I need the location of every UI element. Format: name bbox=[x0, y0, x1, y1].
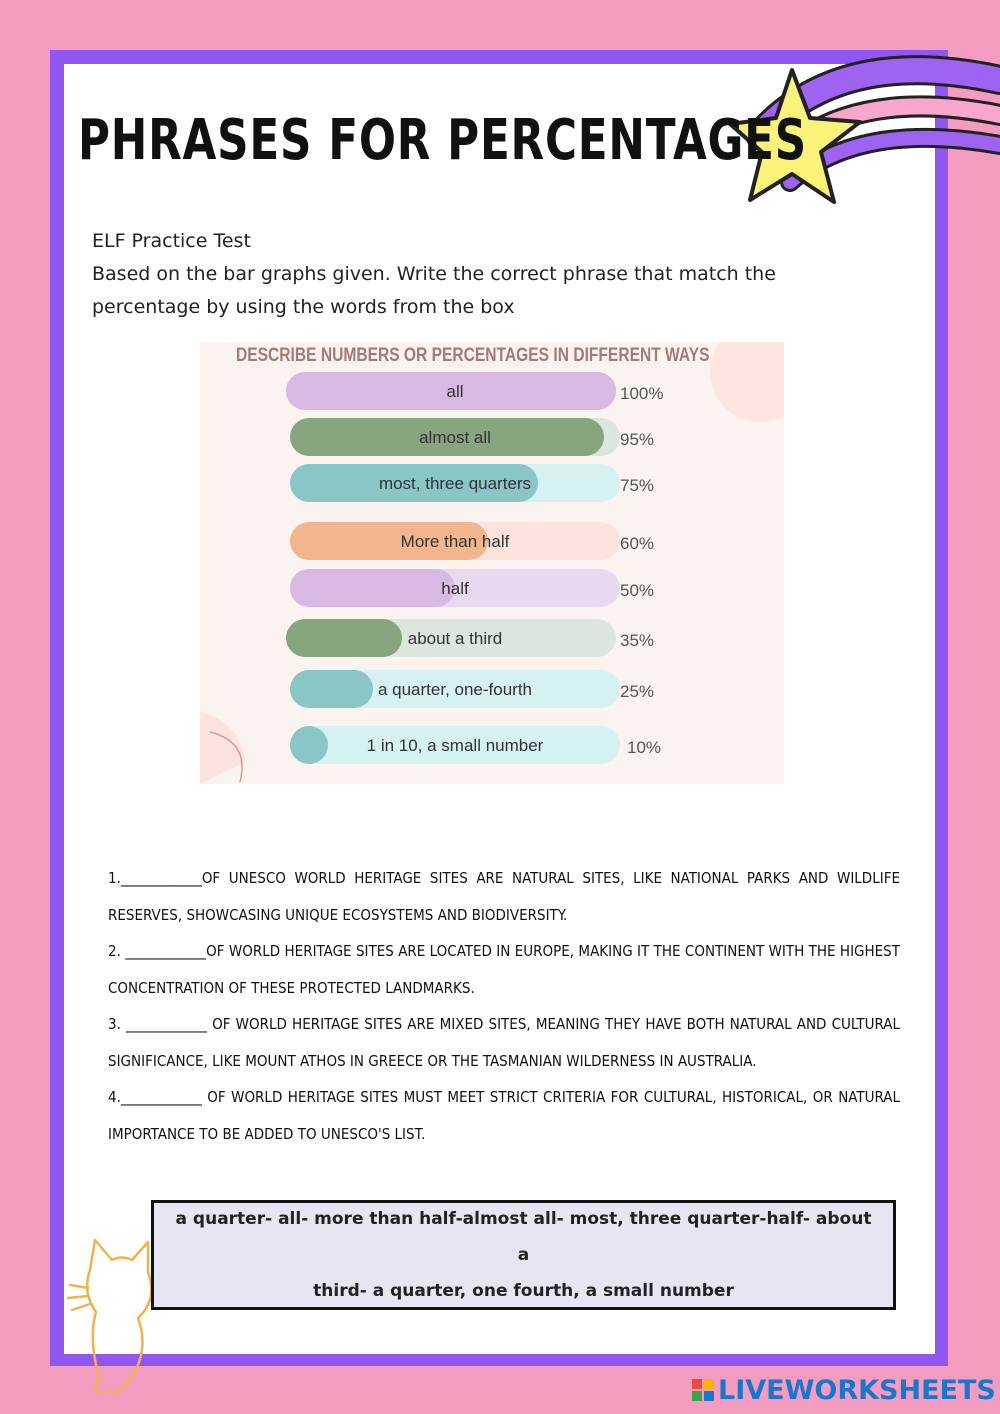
bar-row-3 bbox=[200, 522, 784, 562]
bar-label-1: almost all bbox=[419, 428, 491, 447]
instructions bbox=[92, 225, 912, 324]
page-title: PHRASES FOR PERCENTAGES bbox=[78, 108, 808, 173]
question-4[interactable]: 4.____________ OF WORLD HERITAGE SITES MUST MEET STRICT CRITERIA FOR CULTURAL, HISTORICAL, OR NATURAL IMPORTANCE TO BE ADDED TO UNESCO'S LIST. bbox=[108, 1088, 900, 1143]
bar-fill-6 bbox=[290, 670, 373, 708]
logo-blocks-icon bbox=[692, 1379, 714, 1401]
bar-label-6: a quarter, one-fourth bbox=[377, 680, 533, 699]
bar-row-6 bbox=[200, 670, 784, 710]
bar-label-5: about a third bbox=[407, 629, 503, 648]
bar-row-1 bbox=[200, 418, 784, 458]
bar-value-3: 60% bbox=[620, 534, 655, 553]
word-bank-line-1: a quarter- all- more than half-almost all- most, three quarter-half- about a bbox=[175, 1209, 872, 1265]
question-2[interactable]: 2. ____________OF WORLD HERITAGE SITES ARE LOCATED IN EUROPE, MAKING IT THE CONTINENT WITH THE HIGHEST CONCENTRATION OF THESE PROTECTED LANDMARKS. bbox=[108, 942, 900, 997]
question-1[interactable]: 1.____________OF UNESCO WORLD HERITAGE SITES ARE NATURAL SITES, LIKE NATIONAL PARKS AND WILDLIFE RESERVES, SHOWCASING UNIQUE ECOSYSTEMS AND BIODIVERSITY. bbox=[108, 869, 900, 924]
chart-title: DESCRIBE NUMBERS OR PERCENTAGES IN DIFFERENT WAYS bbox=[236, 345, 710, 366]
bar-value-7: 10% bbox=[627, 738, 662, 757]
bar-value-2: 75% bbox=[620, 476, 655, 495]
bar-fill-5 bbox=[286, 619, 402, 657]
bar-fill-4 bbox=[290, 569, 455, 607]
bar-row-7 bbox=[200, 726, 784, 766]
bar-row-5 bbox=[200, 619, 784, 659]
bar-label-4: half bbox=[441, 579, 469, 598]
bar-label-0: all bbox=[446, 382, 464, 401]
instruction-line-1: Based on the bar graphs given. Write the correct phrase that match the bbox=[92, 263, 776, 285]
bar-label-2: most, three quarters bbox=[378, 474, 532, 493]
percentage-bar-chart bbox=[200, 342, 784, 784]
bar-row-0 bbox=[200, 372, 784, 412]
bar-row-4 bbox=[200, 569, 784, 609]
word-bank-box bbox=[151, 1200, 896, 1310]
bar-value-4: 50% bbox=[620, 581, 655, 600]
bar-value-1: 95% bbox=[620, 430, 655, 449]
brand-name: LIVEWORKSHEETS bbox=[718, 1374, 996, 1406]
question-3[interactable]: 3. ____________ OF WORLD HERITAGE SITES ARE MIXED SITES, MEANING THEY HAVE BOTH NATURAL AND CULTURAL SIGNIFICANCE, LIKE MOUNT ATHOS IN GREECE OR THE TASMANIAN WILDERNESS IN AUSTRALIA. bbox=[108, 1015, 900, 1070]
test-name: ELF Practice Test bbox=[92, 230, 251, 252]
liveworksheets-logo[interactable] bbox=[692, 1373, 996, 1407]
bar-fill-7 bbox=[290, 726, 328, 764]
bar-label-3: More than half bbox=[400, 532, 510, 551]
bar-label-7: 1 in 10, a small number bbox=[366, 736, 544, 755]
bar-value-6: 25% bbox=[620, 682, 655, 701]
instruction-line-2: percentage by using the words from the box bbox=[92, 296, 515, 318]
bar-row-2 bbox=[200, 464, 784, 504]
word-bank-line-2: third- a quarter, one fourth, a small number bbox=[313, 1281, 734, 1301]
bar-value-5: 35% bbox=[620, 631, 655, 650]
question-list bbox=[108, 860, 900, 1152]
bar-value-0: 100% bbox=[620, 384, 664, 403]
